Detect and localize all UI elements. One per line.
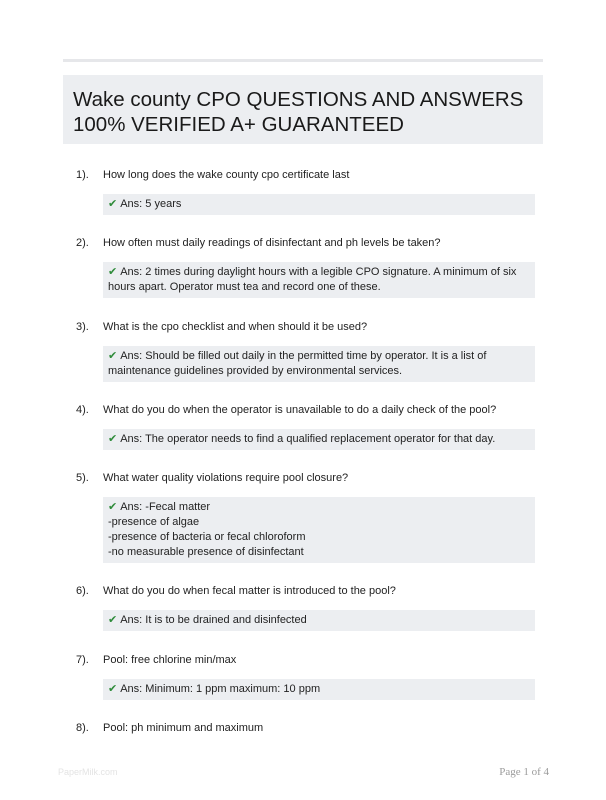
answer-box	[103, 194, 535, 215]
question-item	[76, 236, 536, 298]
answer-line: Ans: Minimum: 1 ppm maximum: 10 ppm	[120, 683, 321, 695]
question-number: 4).	[76, 404, 89, 416]
answer-line: Ans: Should be filled out daily in the permitted time by operator. It is a list of	[120, 350, 487, 362]
check-icon: ✔	[108, 501, 118, 513]
question-number: 1).	[76, 169, 89, 181]
page-indicator: Page 1 of 4	[499, 766, 549, 778]
check-icon: ✔	[108, 614, 118, 626]
question-number: 5).	[76, 472, 89, 484]
question-text: What water quality violations require pool closure?	[103, 472, 349, 484]
question-number: 6).	[76, 585, 89, 597]
answer-line: Ans: 5 years	[120, 198, 182, 210]
answer-line: hours apart. Operator must tea and record one of these.	[108, 281, 381, 293]
question-text: What do you do when the operator is unavailable to do a daily check of the pool?	[103, 404, 497, 416]
top-divider	[63, 59, 543, 62]
answer-line: Ans: It is to be drained and disinfected	[120, 614, 307, 626]
check-icon: ✔	[108, 683, 118, 695]
answer-box	[103, 610, 535, 631]
question-text: How often must daily readings of disinfectant and ph levels be taken?	[103, 237, 441, 249]
answer-line: maintenance guidelines provided by environmental services.	[108, 365, 403, 377]
question-item	[76, 721, 536, 735]
question-text: What do you do when fecal matter is introduced to the pool?	[103, 585, 396, 597]
question-number: 2).	[76, 237, 89, 249]
document-title	[63, 75, 543, 144]
question-number: 3).	[76, 321, 89, 333]
answer-box	[103, 262, 535, 298]
question-text: How long does the wake county cpo certificate last	[103, 169, 350, 181]
answer-line: Ans: The operator needs to find a qualified replacement operator for that day.	[120, 433, 496, 445]
question-item	[76, 320, 536, 382]
question-text: Pool: free chlorine min/max	[103, 654, 237, 666]
question-item	[76, 584, 536, 631]
check-icon: ✔	[108, 198, 118, 210]
footer-brand: PaperMilk.com	[58, 767, 118, 777]
answer-box	[103, 679, 535, 700]
question-number: 8).	[76, 722, 89, 734]
answer-line: -presence of algae	[108, 516, 200, 528]
title-line-1: Wake county CPO QUESTIONS AND ANSWERS	[73, 88, 524, 111]
title-line-2: 100% VERIFIED A+ GUARANTEED	[73, 113, 404, 136]
answer-box	[103, 497, 535, 563]
answer-line: Ans: -Fecal matter	[120, 501, 211, 513]
question-text: Pool: ph minimum and maximum	[103, 722, 264, 734]
check-icon: ✔	[108, 350, 118, 362]
answer-line: Ans: 2 times during daylight hours with a legible CPO signature. A minimum of six	[120, 266, 517, 278]
question-number: 7).	[76, 654, 89, 666]
question-item	[76, 471, 536, 563]
check-icon: ✔	[108, 266, 118, 278]
answer-line: -no measurable presence of disinfectant	[108, 546, 304, 558]
question-text: What is the cpo checklist and when should it be used?	[103, 321, 368, 333]
answer-box	[103, 346, 535, 382]
question-item	[76, 168, 536, 215]
question-item	[76, 653, 536, 700]
check-icon: ✔	[108, 433, 118, 445]
answer-line: -presence of bacteria or fecal chloroform	[108, 531, 306, 543]
answer-box	[103, 429, 535, 450]
question-item	[76, 403, 536, 450]
